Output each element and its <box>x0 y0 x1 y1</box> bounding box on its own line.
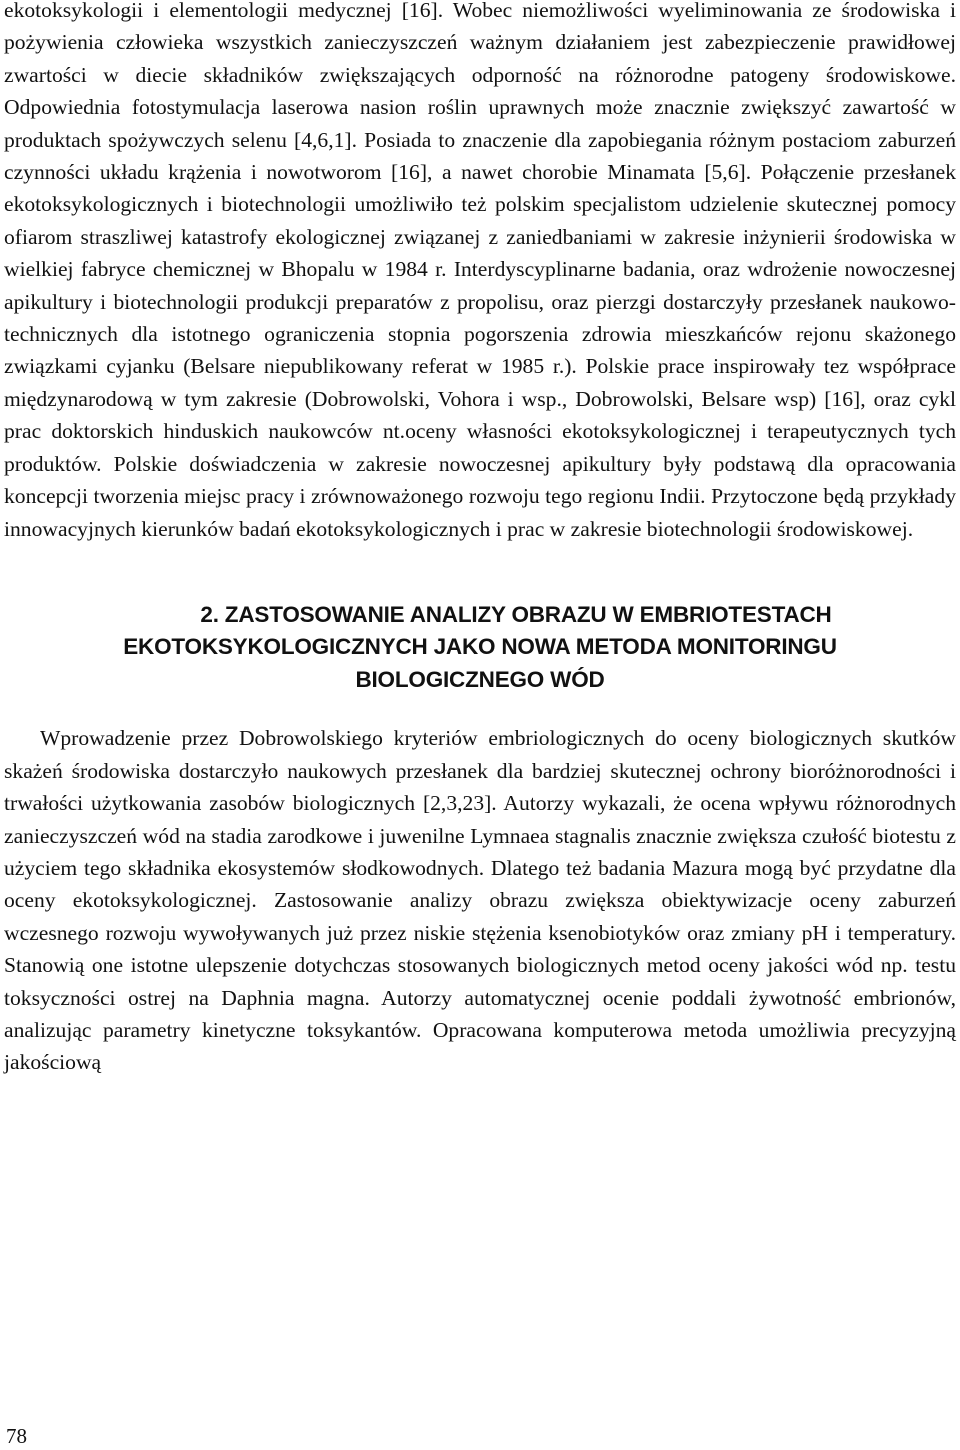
section-heading-line-3: BIOLOGICZNEGO WÓD <box>355 666 605 692</box>
section-heading-line-2: EKOTOKSYKOLOGICZNYCH JAKO NOWA METODA MONITORINGU <box>123 634 837 660</box>
paragraph-1: ekotoksykologii i elementologii medycznej [16]. Wobec niemożliwości wyeliminowania ze środowiska i pożywienia człowieka wszystkich zanieczyszczeń ważnym działaniem jest zabezpieczenie prawidłowej zwartości w diecie składników zwiększających odporność na różnorodne patogeny środowiskowe. Odpowiednia fotostymulacja laserowa nasion roślin uprawnych może znacznie zwiększyć zawartość w produktach spożywczych selenu [4,6,1]. Posiada to znaczenie dla zapobiegania różnym postaciom zaburzeń czynności układu krążenia i nowotworom [16], a nawet chorobie Minamata [5,6]. Połączenie przesłanek ekotoksykologicznych i biotechnologii umożliwiło też polskim specjalistom udzielenie skutecznej pomocy ofiarom straszliwej katastrofy ekologicznej związanej z zaniedbaniami w zakresie inżynierii środowiska w wielkiej fabryce chemicznej w Bhopalu w 1984 r. Interdyscyplinarne badania, oraz wdrożenie nowoczesnej apikultury i biotechnologii produkcji preparatów z propolisu, oraz pierzgi dostarczyły przesłanek naukowo-technicznych dla istotnego ograniczenia stopnia pogorszenia zdrowia mieszkańców rejonu skażonego związkami cyjanku (Belsare niepublikowany referat w 1985 r.). Polskie prace inspirowały tez współprace międzynarodową w tym zakresie (Dobrowolski, Vohora i wsp., Dobrowolski, Belsare wsp) [16], oraz cykl prac doktorskich hinduskich naukowców nt.oceny własności ekotoksykologicznej i terapeutycznych tych produktów. Polskie doświadczenia w zakresie nowoczesnej apikultury były podstawą dla opracowania koncepcji tworzenia miejsc pracy i zrównoważonego rozwoju tego regionu Indii. Przytoczone będą przykłady innowacyjnych kierunków badań ekotoksykologicznych i prac w zakresie biotechnologii środowiskowej. <box>4 0 956 541</box>
document-page <box>4 0 956 1079</box>
section-heading <box>4 599 956 697</box>
page-number: 78 <box>6 1424 27 1448</box>
paragraph-2: Wprowadzenie przez Dobrowolskiego kryteriów embriologicznych do oceny biologicznych skutków skażeń środowiska dostarczyło naukowych przesłanek dla bardziej skutecznej ochrony bioróżnorodności i trwałości użytkowania zasobów biologicznych [2,3,23]. Autorzy wykazali, że ocena wpływu różnorodnych zanieczyszczeń wód na stadia zarodkowe i juwenilne Lymnaea stagnalis znacznie zwiększa czułość biotestu z użyciem tego składnika ekosystemów słodkowodnych. Dlatego też badania Mazura mogą być przydatne dla oceny ekotoksykologicznej. Zastosowanie analizy obrazu zwiększa obiektywizacje oceny zaburzeń wczesnego rozwoju wywoływanych już przez niskie stężenia ksenobiotyków oraz zmiany pH i temperatury. Stanowią one istotne ulepszenie dotychczas stosowanych biologicznych metod oceny jakości wód np. testu toksyczności ostrej na Daphnia magna. Autorzy automatycznej ocenie poddali żywotność embrionów, analizując parametry kinetyczne toksykantów. Opracowana komputerowa metoda umożliwia precyzyjną jakościową <box>4 726 956 1075</box>
section-heading-line-1: 2. ZASTOSOWANIE ANALIZY OBRAZU W EMBRIOTESTACH <box>200 601 832 627</box>
